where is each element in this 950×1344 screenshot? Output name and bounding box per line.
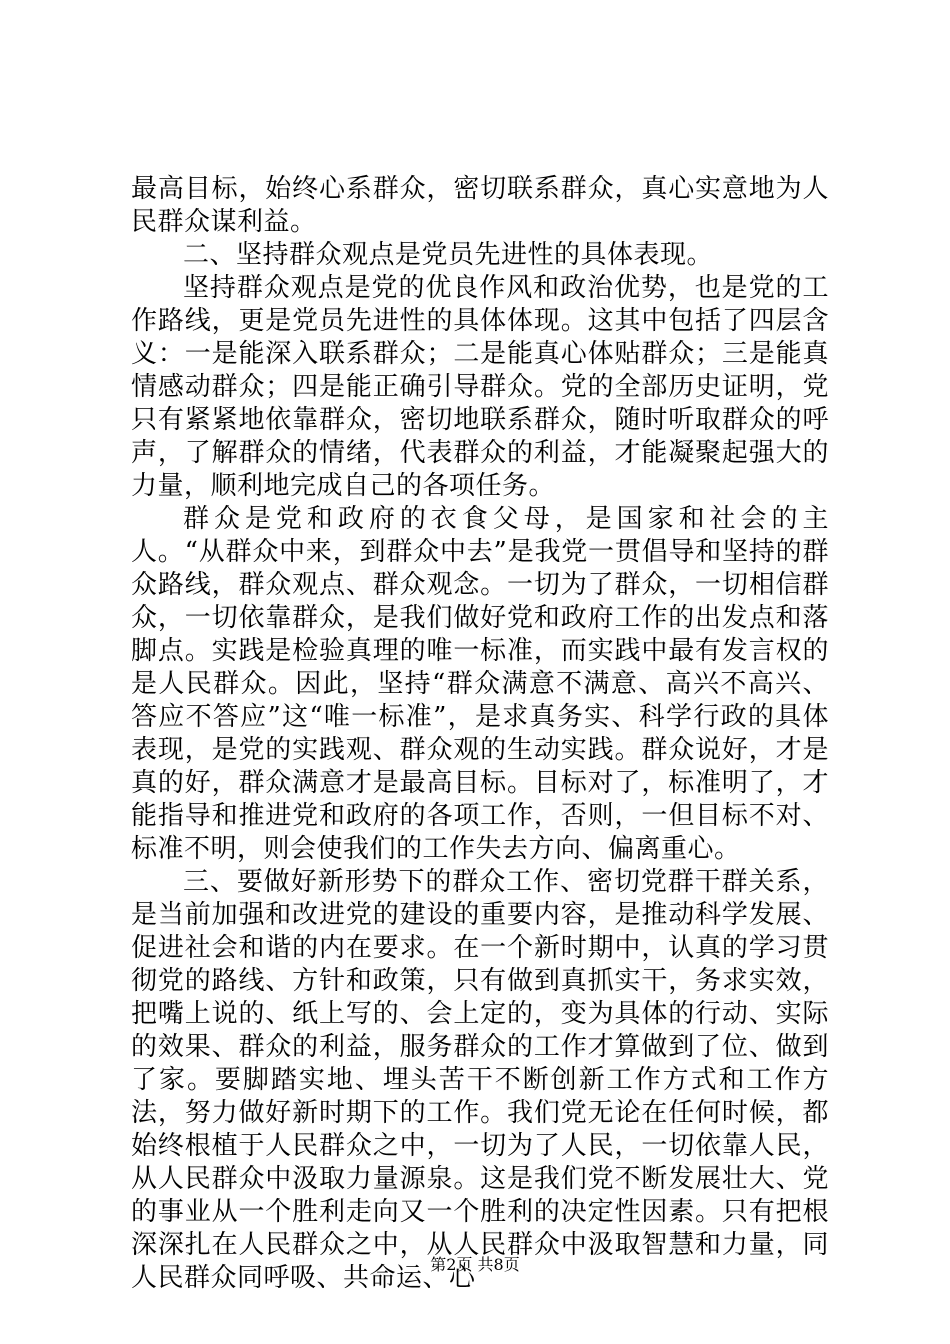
page-footer [0,1255,950,1275]
page-number: 第2页 共8页 [430,1255,520,1274]
paragraph-1: 最高目标，始终心系群众，密切联系群众，真心实意地为人民群众谋利益。 [131,174,829,237]
paragraph-5: 三、要做好新形势下的群众工作、密切党群干群关系，是当前加强和改进党的建设的重要内容，是推动科学发展、促进社会和谐的内在要求。在一个新时期中，认真的学习贯彻党的路线、方针和政策，只有做到真抓实干，务求实效，把嘴上说的、纸上写的、会上定的，变为具体的行动、实际的效果、群众的利益，服务群众的工作才算做到了位、做到了家。要脚踏实地、埋头苦干不断创新工作方式和工作方法，努力做好新时期下的工作。我们党无论在任何时候，都始终根植于人民群众之中，一切为了人民，一切依靠人民，从人民群众中汲取力量源泉。这是我们党不断发展壮大、党的事业从一个胜利走向又一个胜利的决定性因素。只有把根深深扎在人民群众之中，从人民群众中汲取智慧和力量，同人民群众同呼吸、共命运、心 [131,867,829,1293]
document-body [131,173,829,1295]
paragraph-2-heading: 二、坚持群众观点是党员先进性的具体表现。 [183,240,714,270]
paragraph-4: 群众是党和政府的衣食父母，是国家和社会的主人。“从群众中来，到群众中去”是我党一贯倡导和坚持的群众路线，群众观点、群众观念。一切为了群众，一切相信群众，一切依靠群众，是我们做好党和政府工作的出发点和落脚点。实践是检验真理的唯一标准，而实践中最有发言权的是人民群众。因此，坚持“群众满意不满意、高兴不高兴、答应不答应”这“唯一标准”，是求真务实、科学行政的具体表现，是党的实践观、群众观的生动实践。群众说好，才是真的好，群众满意才是最高目标。目标对了，标准明了，才能指导和推进党和政府的各项工作，否则，一但目标不对、标准不明，则会使我们的工作失去方向、偏离重心。 [131,504,829,864]
paragraph-3: 坚持群众观点是党的优良作风和政治优势，也是党的工作路线，更是党员先进性的具体体现。这其中包括了四层含义：一是能深入联系群众；二是能真心体贴群众；三是能真情感动群众；四是能正确引导群众。党的全部历史证明，党只有紧紧地依靠群众，密切地联系群众，随时听取群众的呼声，了解群众的情绪，代表群众的利益，才能凝聚起强大的力量，顺利地完成自己的各项任务。 [131,273,829,501]
